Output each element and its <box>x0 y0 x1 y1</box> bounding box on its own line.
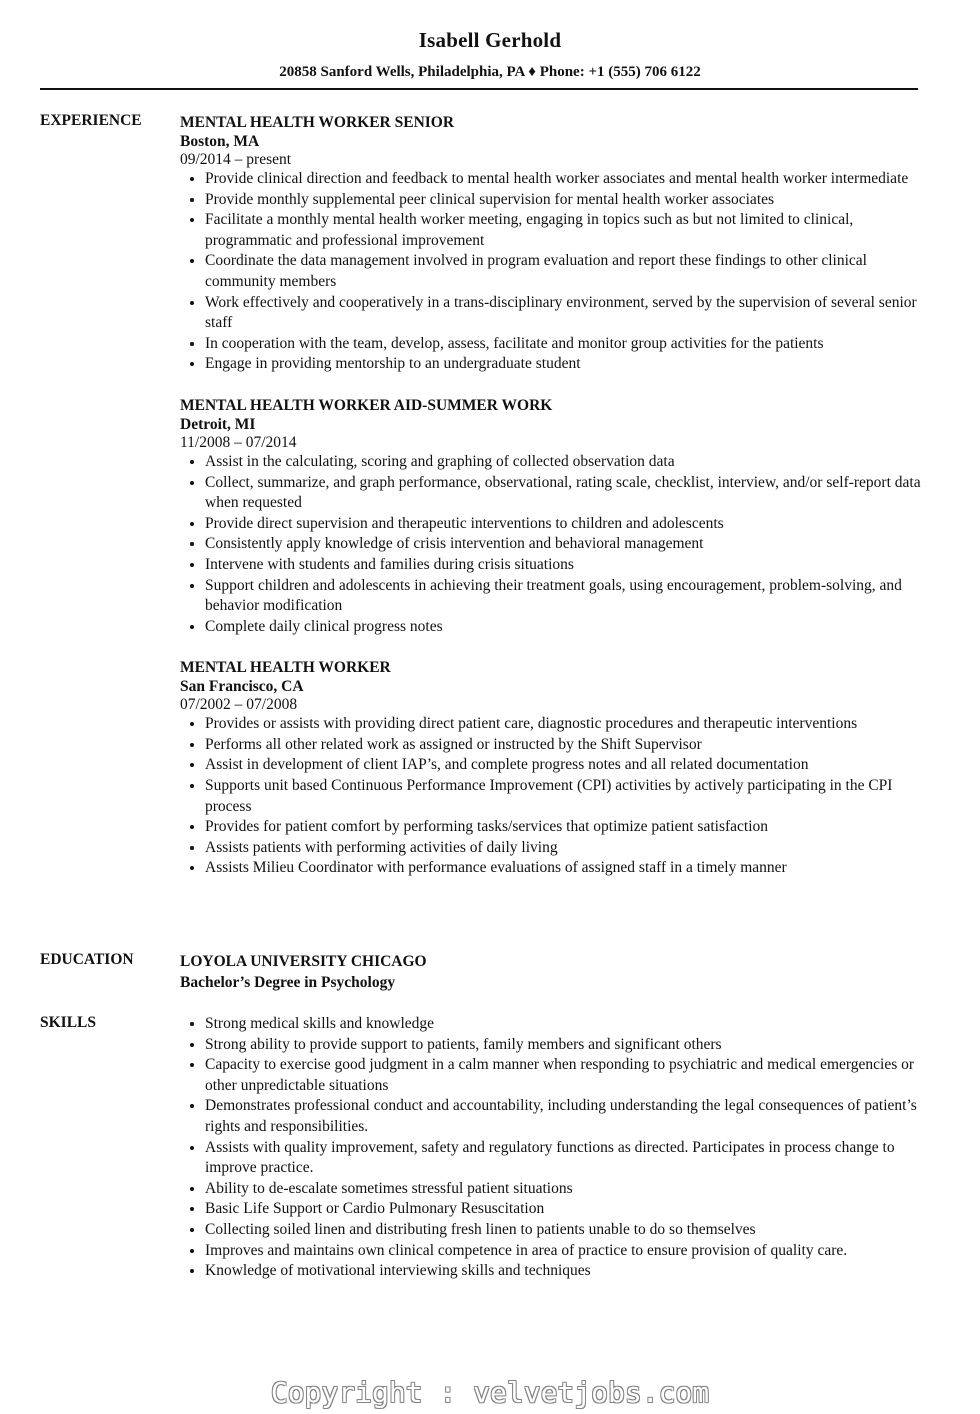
skills-list <box>180 1014 930 1282</box>
experience-list <box>180 112 930 879</box>
list-item: • Provide direct supervision and therapeutic interventions to children and adolescents <box>205 514 930 535</box>
list-item: • Collect, summarize, and graph performance, observational, rating scale, checklist, interview, and/or self-report data when requested <box>205 473 930 514</box>
job-location: San Francisco, CA <box>180 678 304 696</box>
list-item: • Facilitate a monthly mental health worker meeting, engaging in topics such as but not limited to clinical, programmatic and professional improvement <box>205 210 930 251</box>
list-item: • Ability to de-escalate sometimes stressful patient situations <box>205 1179 930 1200</box>
list-item: • Strong medical skills and knowledge <box>205 1014 930 1035</box>
section-label-education: EDUCATION <box>40 951 134 968</box>
job-bullets <box>180 169 930 375</box>
experience-section <box>40 112 930 899</box>
list-item: • Provide clinical direction and feedback to mental health worker associates and mental health worker intermediate <box>205 169 930 190</box>
education-entry <box>180 951 930 993</box>
list-item: • Assist in the calculating, scoring and graphing of collected observation data <box>205 452 930 473</box>
section-label-skills: SKILLS <box>40 1014 97 1031</box>
list-item: • Provides or assists with providing direct patient care, diagnostic procedures and therapeutic interventions <box>205 714 930 735</box>
job-title: MENTAL HEALTH WORKER <box>180 659 391 677</box>
list-item: • Improves and maintains own clinical competence in area of practice to ensure provision of quality care. <box>205 1241 930 1262</box>
job-title: MENTAL HEALTH WORKER AID-SUMMER WORK <box>180 396 553 414</box>
list-item: • Coordinate the data management involved in program evaluation and report these findings to other clinical community members <box>205 251 930 292</box>
list-item: • Consistently apply knowledge of crisis intervention and behavioral management <box>205 534 930 555</box>
job-title: MENTAL HEALTH WORKER SENIOR <box>180 114 455 131</box>
list-item: • Support children and adolescents in achieving their treatment goals, using encouragement, problem-solving, and behavior modification <box>205 576 930 617</box>
list-item: • Work effectively and cooperatively in a trans-disciplinary environment, served by the supervision of several senior staff <box>205 293 930 334</box>
skills-section <box>40 1014 930 1282</box>
list-item: • Basic Life Support or Cardio Pulmonary Resuscitation <box>205 1199 930 1220</box>
section-label-experience: EXPERIENCE <box>40 112 142 129</box>
list-item: • Assists with quality improvement, safety and regulatory functions as directed. Participates in process change to improve practice. <box>205 1138 930 1179</box>
job-entry <box>180 395 930 637</box>
job-dates: 07/2002 – 07/2008 <box>180 696 298 714</box>
school-name: LOYOLA UNIVERSITY CHICAGO <box>180 953 427 970</box>
degree: Bachelor’s Degree in Psychology <box>180 974 396 991</box>
job-location: Boston, MA <box>180 133 260 150</box>
candidate-name: Isabell Gerhold <box>418 28 562 52</box>
list-item: • Provide monthly supplemental peer clinical supervision for mental health worker associates <box>205 190 930 211</box>
job-dates: 11/2008 – 07/2014 <box>180 433 297 451</box>
job-bullets <box>180 452 930 637</box>
list-item: • Demonstrates professional conduct and accountability, including understanding the legal consequences of patient’s rights and responsibilities. <box>205 1096 930 1137</box>
list-item: • Knowledge of motivational interviewing skills and techniques <box>205 1261 930 1282</box>
contact-line: 20858 Sanford Wells, Philadelphia, PA ♦ Phone: +1 (555) 706 6122 <box>279 64 701 80</box>
education-section <box>40 951 930 993</box>
copyright-watermark: Copyright : velvetjobs.com <box>270 1376 710 1409</box>
job-location: Detroit, MI <box>180 415 256 433</box>
list-item: • Collecting soiled linen and distributing fresh linen to patients unable to do so themselves <box>205 1220 930 1241</box>
list-item: • Intervene with students and families during crisis situations <box>205 555 930 576</box>
job-entry <box>180 112 930 375</box>
list-item: • Complete daily clinical progress notes <box>205 617 930 638</box>
list-item: • Assists patients with performing activities of daily living <box>205 838 930 859</box>
list-item: • Supports unit based Continuous Performance Improvement (CPI) activities by actively participating in the CPI process <box>205 776 930 817</box>
resume-header <box>0 28 980 81</box>
skills-bullets <box>180 1014 930 1282</box>
job-bullets <box>180 714 930 879</box>
list-item: • Strong ability to provide support to patients, family members and significant others <box>205 1035 930 1056</box>
list-item: • In cooperation with the team, develop, assess, facilitate and monitor group activities for the patients <box>205 334 930 355</box>
list-item: • Assist in development of client IAP’s, and complete progress notes and all related documentation <box>205 755 930 776</box>
list-item: • Capacity to exercise good judgment in a calm manner when responding to psychiatric and medical emergencies or other unpredictable situations <box>205 1055 930 1096</box>
list-item: • Performs all other related work as assigned or instructed by the Shift Supervisor <box>205 735 930 756</box>
list-item: • Engage in providing mentorship to an undergraduate student <box>205 354 930 375</box>
job-dates: 09/2014 – present <box>180 151 292 168</box>
header-divider <box>40 88 918 90</box>
list-item: • Assists Milieu Coordinator with performance evaluations of assigned staff in a timely manner <box>205 858 930 879</box>
list-item: • Provides for patient comfort by performing tasks/services that optimize patient satisfaction <box>205 817 930 838</box>
job-entry <box>180 657 930 879</box>
